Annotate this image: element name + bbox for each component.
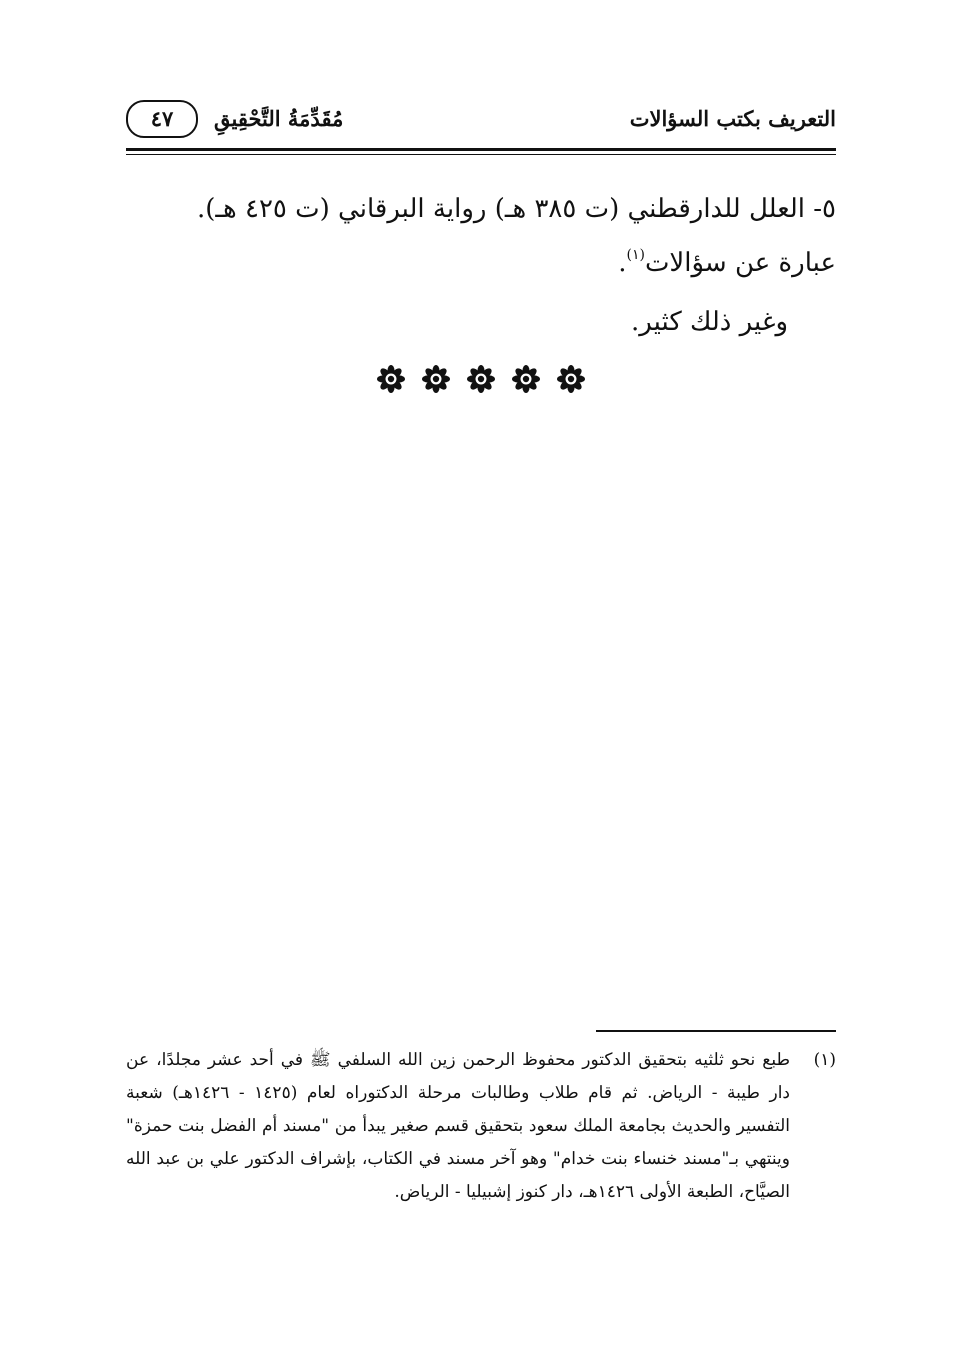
page-number: ٤٧ [126, 100, 198, 138]
paragraph-1-line-1: ٥- العلل للدارقطني (ت ٣٨٥ هـ) رواية البرقاني (ت ٤٢٥ هـ). [196, 194, 836, 224]
section-divider-ornaments [376, 364, 586, 400]
footnote-1 [126, 1044, 836, 1209]
eight-petal-flower-icon [421, 364, 451, 394]
footnote-separator [596, 1030, 836, 1032]
header-rule-thick [126, 148, 836, 151]
running-title: التعريف بكتب السؤالات [629, 106, 836, 131]
footnote-marker: (١) [813, 1050, 836, 1070]
header-rule-thin [126, 154, 836, 155]
body-paragraph-1 [126, 186, 836, 286]
body-paragraph-2: وغير ذلك كثير. [631, 307, 788, 337]
footnote-reference[interactable]: (١) [626, 247, 645, 263]
page-header [126, 96, 836, 146]
eight-petal-flower-icon [556, 364, 586, 394]
eight-petal-flower-icon [466, 364, 496, 394]
paragraph-1-line-2-text: عبارة عن سؤالات [644, 248, 836, 278]
footnote-text: طبع نحو ثلثيه بتحقيق الدكتور محفوظ الرحمن زين الله السلفي ﷺ في أحد عشر مجلدًا، عن دار طيبة - الرياض. ثم قام طلاب وطالبات مرحلة الدكتوراه لعام (١٤٢٥ - ١٤٢٦هـ) شعبة التفسير والحديث بجامعة الملك سعود بتحقيق قسم صغير يبدأ من "مسند أم الفضل بنت حمزة" وينتهي بـ"مسند خنساء بنت خدام" وهو آخر مسند في الكتاب، بإشراف الدكتور علي بن عبد الله الصيَّاح، الطبعة الأولى ١٤٢٦هـ، دار كنوز إشبيليا - الرياض. [126, 1050, 791, 1202]
section-title: مُقَدِّمَةُ التَّحْقِيقِ [214, 106, 344, 131]
eight-petal-flower-icon [376, 364, 406, 394]
eight-petal-flower-icon [511, 364, 541, 394]
paragraph-1-period: . [618, 248, 627, 278]
paragraph-1-line-2 [126, 232, 836, 286]
